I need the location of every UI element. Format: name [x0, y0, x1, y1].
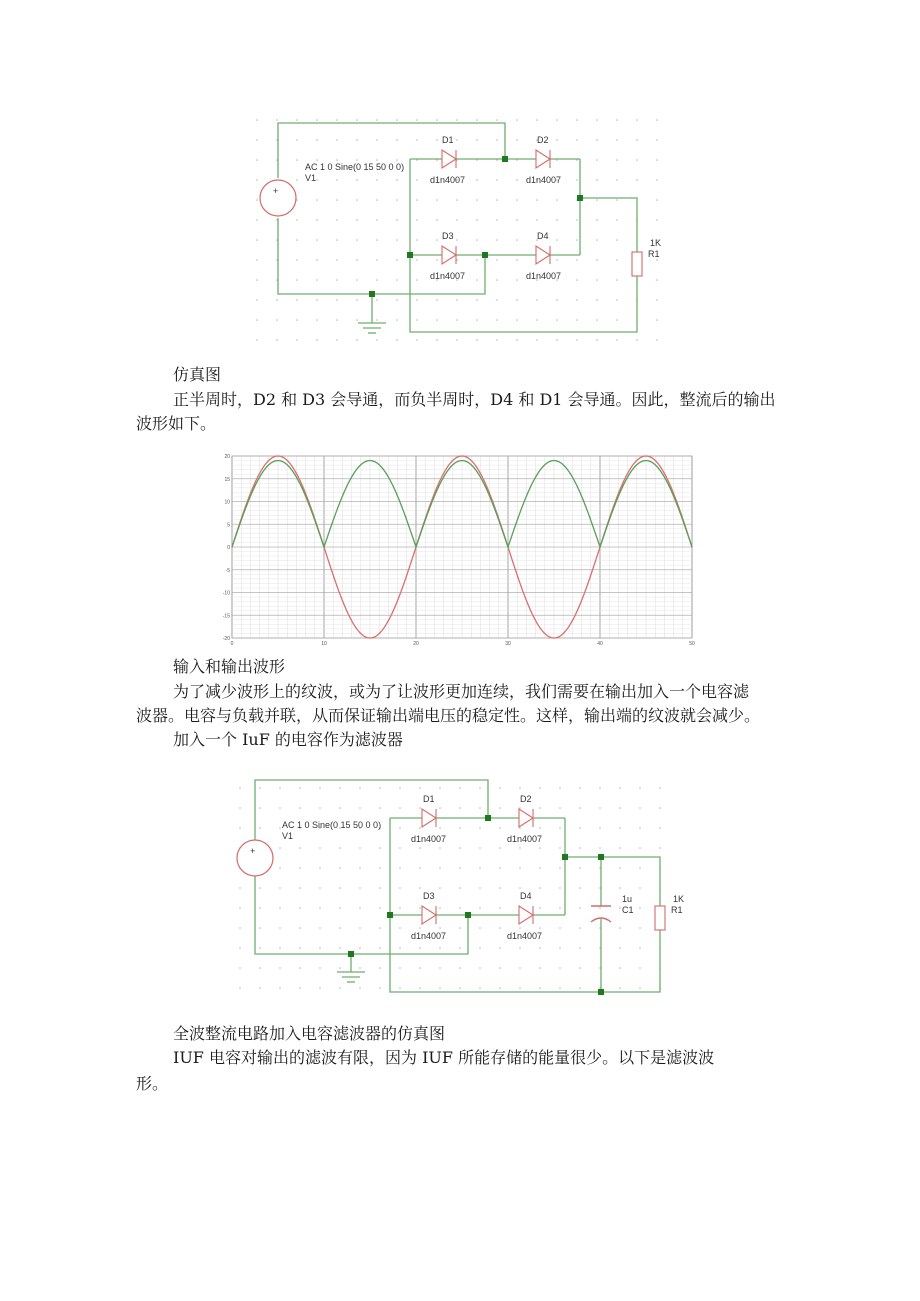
d3-name: D3 — [442, 231, 454, 241]
d3-model: d1n4007 — [430, 271, 466, 281]
figure-caption-waveform: 输入和输出波形 — [173, 657, 286, 676]
series-point — [392, 611, 393, 612]
paragraph-line: 为了减少波形上的纹波，或为了让波形更加连续，我们需要在输出加入一个电容滤 — [173, 682, 750, 701]
series-point — [323, 546, 324, 547]
d4-model: d1n4007 — [526, 271, 562, 281]
paragraph-line: 波器。电容与负载并联，从而保证输出端电压的稳定性。这样，输出端的纹波就会减少。 — [136, 706, 761, 725]
r1-name: R1 — [671, 905, 683, 915]
d4-name: D4 — [537, 231, 549, 241]
series-point — [576, 485, 577, 486]
resistor-r1 — [632, 252, 642, 276]
x-tick-label: 30 — [505, 641, 511, 647]
figure-caption-filter-simulation: 全波整流电路加入电容滤波器的仿真图 — [173, 1024, 446, 1043]
series-point — [530, 485, 531, 486]
x-tick-label: 40 — [597, 641, 603, 647]
series-point — [668, 482, 669, 483]
plus-sign: + — [273, 186, 279, 196]
d1-name: D1 — [423, 794, 435, 804]
x-tick-label: 0 — [230, 641, 234, 647]
d2-model: d1n4007 — [526, 175, 562, 185]
x-tick-label: 10 — [321, 641, 327, 647]
source-label: AC 1 0 Sine(0 15 50 0 0) — [305, 162, 405, 172]
series-point — [346, 485, 347, 486]
paragraph-line: 加入一个 IuF 的电容作为滤波器 — [173, 730, 403, 749]
series-point — [438, 482, 439, 483]
r1-name: R1 — [648, 249, 660, 259]
series-point — [622, 485, 623, 486]
series-point — [645, 460, 646, 461]
series-point — [484, 482, 485, 483]
junction-node — [577, 195, 583, 201]
ac-source — [260, 180, 296, 216]
junction-node — [348, 951, 354, 957]
x-tick-label: 50 — [689, 641, 695, 647]
junction-node — [598, 854, 604, 860]
series-point — [461, 460, 462, 461]
d1-name: D1 — [442, 135, 454, 145]
series-point — [530, 611, 531, 612]
paragraph-line: 形。 — [136, 1074, 169, 1093]
filtered-rectifier-schematic — [233, 778, 685, 1003]
figure-caption-simulation: 仿真图 — [173, 365, 222, 384]
y-tick-label: -20 — [222, 636, 230, 642]
bridge-rectifier-schematic — [250, 110, 670, 345]
series-point — [553, 460, 554, 461]
series-point — [300, 485, 301, 486]
series-point — [346, 611, 347, 612]
series-point — [461, 455, 462, 456]
y-tick-label: 20 — [224, 454, 230, 460]
source-label: AC 1 0 Sine(0 15 50 0 0) — [282, 820, 382, 830]
plus-sign: + — [250, 846, 256, 856]
series-point — [484, 485, 485, 486]
junction-node — [482, 252, 488, 258]
series-point — [622, 482, 623, 483]
series-point — [369, 637, 370, 638]
y-tick-label: 0 — [227, 545, 230, 551]
junction-node — [562, 854, 568, 860]
series-point — [438, 485, 439, 486]
input-output-waveform-chart — [220, 450, 698, 646]
series-point — [300, 482, 301, 483]
y-tick-label: 15 — [224, 476, 230, 483]
series-point — [254, 485, 255, 486]
series-point — [277, 460, 278, 461]
source-name: V1 — [305, 173, 317, 183]
paragraph-line: 波形如下。 — [136, 414, 217, 433]
source-name: V1 — [282, 831, 294, 841]
series-point — [553, 637, 554, 638]
d3-name: D3 — [423, 891, 435, 901]
ac-source — [237, 840, 273, 876]
d3-model: d1n4007 — [411, 931, 447, 941]
series-point — [576, 611, 577, 612]
d2-model: d1n4007 — [507, 834, 543, 844]
series-point — [392, 485, 393, 486]
series-point — [277, 455, 278, 456]
d2-name: D2 — [520, 794, 532, 804]
y-tick-label: 10 — [224, 499, 230, 506]
junction-node — [387, 912, 393, 918]
grid-background — [250, 110, 670, 345]
junction-node — [502, 156, 508, 162]
series-point — [231, 546, 232, 547]
x-tick-label: 20 — [413, 641, 419, 647]
junction-node — [485, 815, 491, 821]
y-tick-label: 5 — [227, 522, 230, 529]
paragraph-line: IUF 电容对输出的滤波有限，因为 IUF 所能存储的能量很少。以下是滤波波 — [173, 1048, 715, 1067]
junction-node — [465, 912, 471, 918]
c1-name: C1 — [622, 905, 634, 915]
d2-name: D2 — [537, 135, 549, 145]
r1-value: 1K — [673, 894, 685, 904]
d4-model: d1n4007 — [507, 931, 543, 941]
series-point — [645, 455, 646, 456]
junction-node — [369, 291, 375, 297]
d1-model: d1n4007 — [430, 175, 466, 185]
series-point — [254, 482, 255, 483]
series-point — [691, 546, 692, 547]
series-point — [599, 546, 600, 547]
resistor-r1 — [655, 906, 665, 930]
grid-background — [233, 778, 678, 1003]
c1-value: 1u — [622, 894, 633, 904]
junction-node — [407, 252, 413, 258]
junction-node — [598, 989, 604, 995]
y-tick-label: -5 — [225, 567, 230, 574]
y-tick-label: -15 — [222, 613, 230, 620]
d4-name: D4 — [520, 891, 532, 901]
paragraph-line: 正半周时，D2 和 D3 会导通，而负半周时，D4 和 D1 会导通。因此，整流后的输出 — [173, 390, 776, 409]
series-point — [668, 485, 669, 486]
series-point — [369, 460, 370, 461]
series-point — [415, 546, 416, 547]
series-point — [507, 546, 508, 547]
d1-model: d1n4007 — [411, 834, 447, 844]
r1-value: 1K — [650, 238, 662, 248]
y-tick-label: -10 — [222, 590, 230, 597]
